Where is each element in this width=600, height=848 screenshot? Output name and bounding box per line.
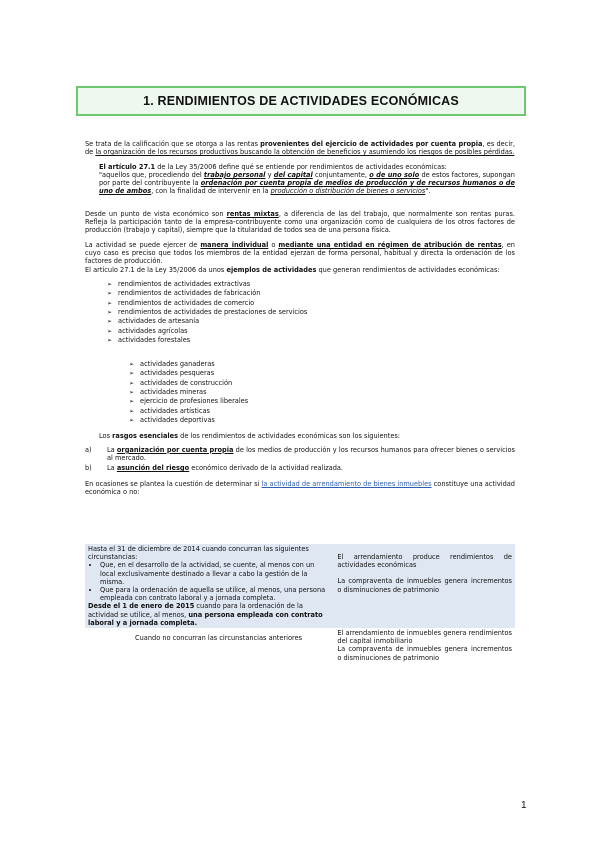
table-row [85, 628, 515, 663]
table-row [85, 544, 515, 628]
list-item: ➢ ejercicio de profesiones liberales [129, 397, 515, 406]
paragraph-rentas-mixtas: Desde un punto de vista económico son rentas mixtas, a diferencia de las del trabajo, que normalmente son rentas puras. Refleja la participación tanto de la empresa-contribuyente como una organización como de cualquiera de los otros factores de producción (trabajo y capital), siempre que la titularidad de todos sea de una persona física. [85, 209, 515, 235]
table-cell: Cuando no concurran las circunstancias anteriores [135, 634, 303, 643]
list-item: ➢ actividades deportivas [129, 416, 515, 425]
paragraph-rasgos: Los rasgos esenciales de los rendimientos de actividades económicas son los siguientes: [99, 431, 401, 440]
paragraph-ejercicio: La actividad se puede ejercer de manera individual o mediante una entidad en régimen de atribución de rentas, en cuyo caso es preciso que todos los miembros de la entidad ejerzan de forma personal, habitual y directa la ordenación de los factores de producción. El artículo 27.1 de la Ley 35/2006 da unos ejemplos de actividades que generan rendimientos de actividades económicas: [85, 240, 515, 274]
rasgo-a: a) La organización por cuenta propia de los medios de producción y los recursos humanos para ofrecer bienes o servicios al mercado. [85, 445, 515, 463]
table-cell: Hasta el 31 de diciembre de 2014 cuando concurran las siguientes circunstancias: • Que, en el desarrollo de la actividad, se cuente, al menos con un local exclusivamente destinado a llevar a cabo la gestión de la misma. • Que para la ordenación de aquella se utilice, al menos, una persona empleada con contrato laboral y a jornada completa. Desde el 1 de enero de 2015 cuando para la ordenación de la actividad se utilice, al menos, una persona empleada con contrato laboral y a jornada completa. [85, 544, 334, 628]
list-item: ➢ actividades pesqueras [129, 369, 515, 378]
list-item: ➢ rendimientos de actividades extractivas [107, 280, 515, 289]
list-item: ➢ actividades de construcción [129, 379, 515, 388]
paragraph-article-27: El artículo 27.1 de la Ley 35/2006 define qué se entiende por rendimientos de actividades económicas: "aquellos que, procediendo del trabajo personal y del capital conjuntamente, o de uno solo de estos factores, supongan por parte del contribuyente la ordenación por cuenta propia de medios de producción y de recursos humanos o de uno de ambos, con la finalidad de intervenir en la producción o distribución de bienes o servicios". [99, 162, 515, 196]
list-item: ➢ actividades de artesanía [107, 317, 515, 326]
list-item: ➢ rendimientos de actividades de prestaciones de servicios [107, 308, 515, 317]
arrendamiento-table [85, 544, 515, 663]
section-title-text: 1. RENDIMIENTOS DE ACTIVIDADES ECONÓMICAS [143, 94, 459, 108]
page-number: 1 [521, 800, 527, 811]
list-item: • Que, en el desarrollo de la actividad, se cuente, al menos con un local exclusivamente destinado a llevar a cabo la gestión de la misma. [100, 561, 331, 586]
section-title [76, 86, 526, 116]
table-cell: El arrendamiento produce rendimientos de actividades económicas La compraventa de inmuebles genera incrementos o disminuciones de patrimonio [334, 544, 515, 628]
list-item: ➢ rendimientos de actividades de comercio [107, 299, 515, 308]
list-item: ➢ rendimientos de actividades de fabricación [107, 289, 515, 298]
list-item: • Que para la ordenación de aquella se utilice, al menos, una persona empleada con contrato laboral y a jornada completa. [100, 586, 331, 602]
activities-list-1 [85, 280, 515, 346]
activities-list-2 [85, 360, 515, 426]
paragraph-arrendamiento: En ocasiones se plantea la cuestión de determinar si la actividad de arrendamiento de bienes inmuebles constituye una actividad económica o no: [85, 479, 515, 497]
table-cell: El arrendamiento de inmuebles genera rendimientos del capital inmobiliario La compraventa de inmuebles genera incrementos o disminuciones de patrimonio [337, 629, 512, 662]
list-item: ➢ actividades forestales [107, 336, 515, 345]
list-item: ➢ actividades artísticas [129, 407, 515, 416]
list-item: ➢ actividades mineras [129, 388, 515, 397]
paragraph-definition: Se trata de la calificación que se otorga a las rentas provenientes del ejercicio de actividades por cuenta propia, es decir, de la organización de los recursos productivos buscando la obtención de beneficios y asumiendo los riesgos de posibles pérdidas. [85, 140, 515, 157]
list-item: ➢ actividades agrícolas [107, 327, 515, 336]
list-item: ➢ actividades ganaderas [129, 360, 515, 369]
document-body [85, 140, 515, 502]
rasgo-b: b) La asunción del riesgo económico derivado de la actividad realizada. [85, 464, 344, 473]
link-arrendamiento[interactable]: la actividad de arrendamiento de bienes inmuebles [261, 479, 432, 488]
